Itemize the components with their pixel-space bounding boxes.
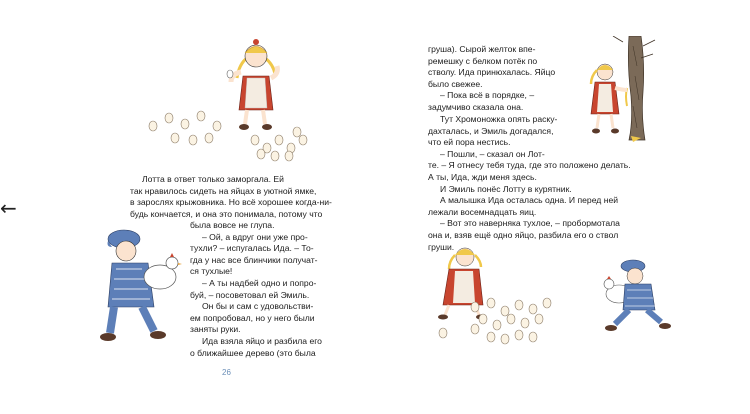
text-line: груша). Сырой желток впе- — [428, 44, 536, 54]
text-line: ем попробовал, но у него были — [190, 312, 315, 323]
text-line: Лотта в ответ только заморгала. Ей — [142, 174, 284, 184]
text-line: груши. — [428, 241, 455, 252]
text-line: Ида взяла яйцо и разбила его — [202, 335, 322, 346]
text-line: А ты, Ида, жди меня здесь. — [428, 171, 537, 182]
text-line: была вовсе не глупа. — [190, 220, 275, 230]
text-line: – Пошли, – сказал он Лот- — [440, 148, 545, 159]
text-line: было свежее. — [428, 78, 483, 89]
left-text-block-narrow — [190, 220, 350, 359]
text-line: ремешку с белком потёк по — [428, 55, 538, 66]
right-text-block-top — [428, 44, 578, 114]
text-line: будь кончается, и она это понимала, потому что — [130, 208, 323, 219]
text-line: стволу. Ида принюхалась. Яйцо — [428, 67, 556, 78]
text-line: в зарослях крыжовника. Но всё хорошее когда-ни- — [130, 197, 332, 208]
left-text-block-main — [130, 174, 380, 220]
right-page — [395, 0, 695, 414]
text-line: И Эмиль понёс Лотту в курятник. — [440, 183, 572, 194]
text-line: – Ой, а вдруг они уже про- — [202, 231, 308, 242]
text-line: гда у нас все блинчики получат- — [190, 254, 318, 265]
emil-running-illustration — [595, 258, 675, 338]
text-line: заняты руки. — [190, 324, 241, 335]
text-line: Он бы и сам с удовольстви- — [202, 301, 314, 312]
text-line: – А ты надбей одно и попро- — [202, 277, 317, 288]
back-arrow-icon[interactable]: ← — [0, 196, 17, 220]
text-line: Тут Хромоножка опять раску- — [440, 114, 558, 124]
text-line: задумчиво сказала она. — [428, 101, 524, 112]
ida-at-tree-illustration — [583, 36, 663, 146]
left-page — [60, 0, 380, 414]
text-line: так нравилось сидеть на яйцах в уютной ямке, — [130, 185, 317, 196]
text-line: те. – Я отнесу тебя туда, где это положено делать. — [428, 160, 631, 171]
text-line: дахталась, и Эмиль догадался, — [428, 125, 554, 136]
text-line: что ей пора нестись. — [428, 137, 511, 148]
eggs-pile-illustration — [145, 110, 385, 165]
text-line: А малышка Ида осталась одна. И перед ней — [440, 195, 619, 206]
text-line: тухли? – испугалась Ида. – То- — [190, 243, 314, 254]
text-line: – Пока всё в порядке, – — [440, 90, 535, 101]
text-line: буй, – посоветовал ей Эмиль. — [190, 289, 310, 300]
text-line: лежали восемнадцать яиц. — [428, 206, 537, 217]
ida-with-eggs-illustration — [435, 245, 555, 350]
page-number: 26 — [222, 368, 231, 377]
text-line: она и, взяв ещё одно яйцо, разбила его о ствол — [428, 229, 619, 240]
emil-with-hen-illustration — [92, 225, 192, 350]
text-line: – Вот это наверняка тухлое, – пробормотала — [440, 218, 620, 229]
text-line: о ближайшее дерево (это была — [190, 347, 316, 358]
text-line: ся тухлые! — [190, 266, 233, 277]
